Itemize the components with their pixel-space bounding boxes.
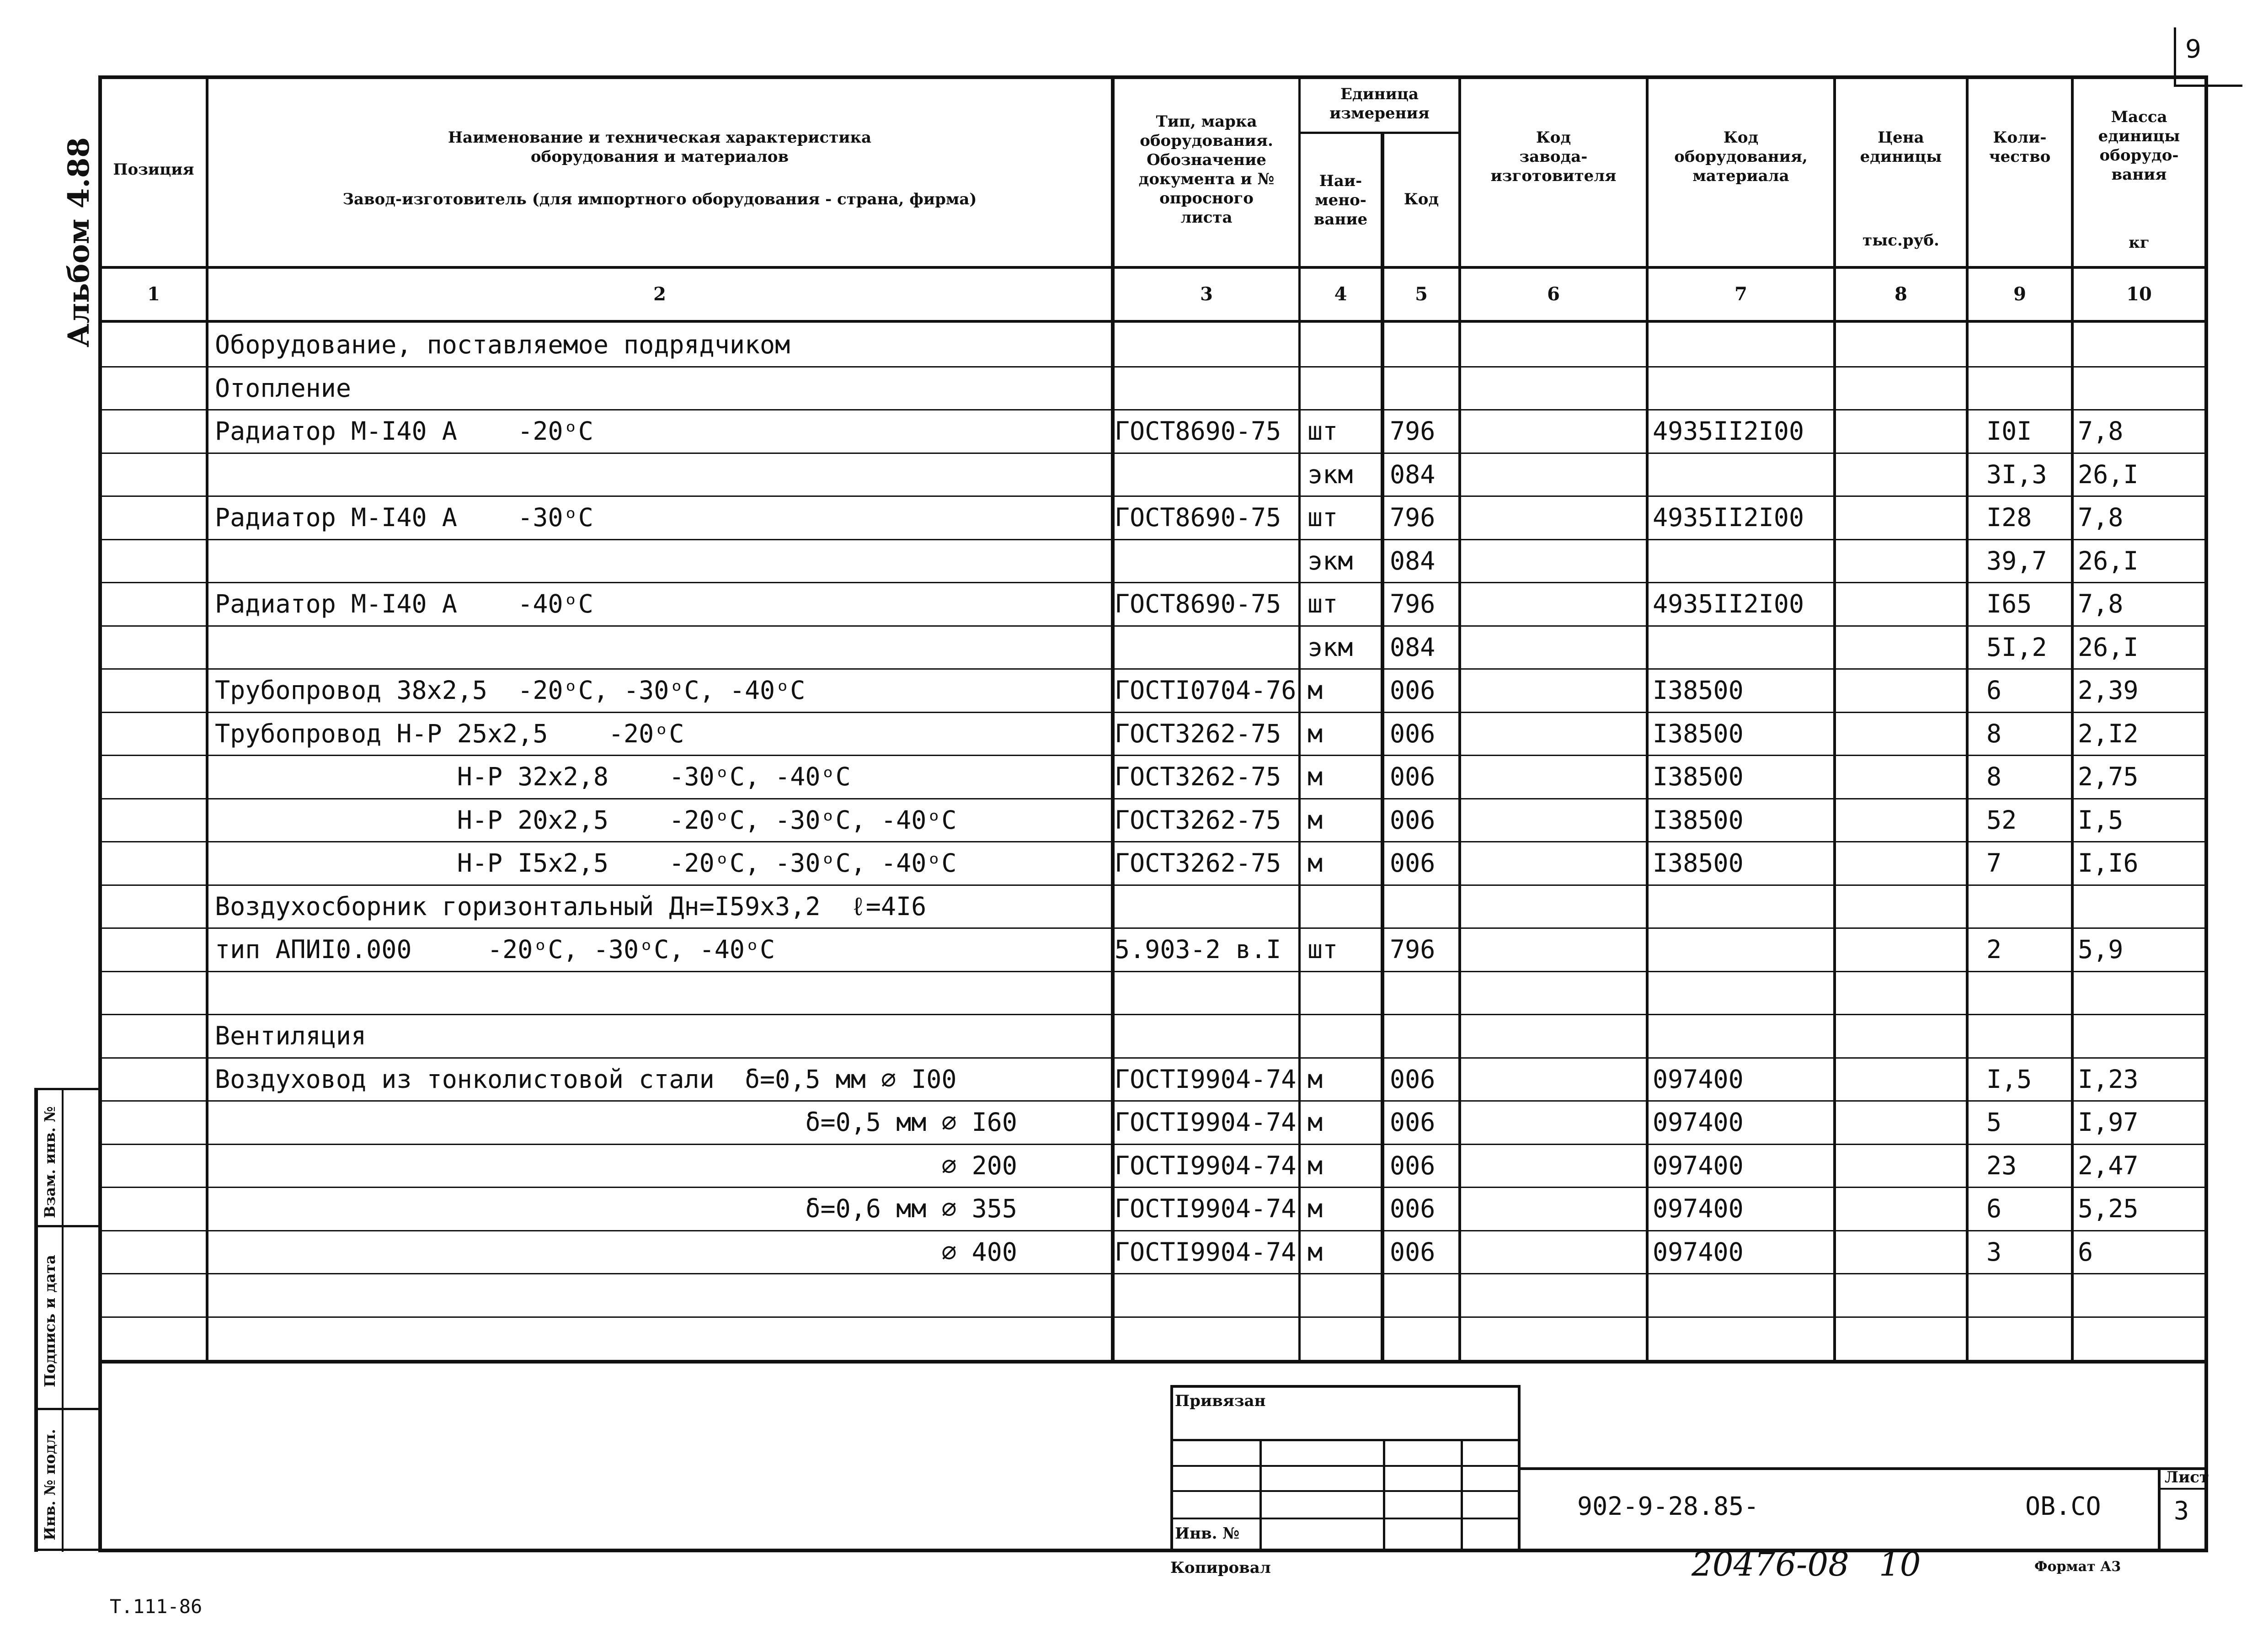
row-divider xyxy=(98,625,2208,627)
row-cell-name: δ=0,6 мм ∅ 355 xyxy=(215,1194,1017,1223)
row-cell-doc: ГОСТI9904-74 xyxy=(1115,1151,1297,1180)
row-cell-unit: м xyxy=(1307,1237,1323,1267)
row-cell-qty: I65 xyxy=(1986,589,2032,618)
row-cell-doc: ГОСТI9904-74 xyxy=(1115,1194,1297,1223)
row-cell-mat: 097400 xyxy=(1653,1108,1744,1137)
row-cell-mat: I38500 xyxy=(1653,676,1744,705)
row-cell-name: Н-Р 32x2,8 -30ᵒC, -40ᵒC xyxy=(215,762,851,791)
row-cell-mass: I,23 xyxy=(2078,1065,2139,1094)
header-mass-unit: кг xyxy=(2129,234,2150,252)
header-unit-code: Код xyxy=(1403,190,1439,208)
row-cell-unit: м xyxy=(1307,1194,1323,1223)
row-cell-name: Воздухосборник горизонтальный Дн=I59x3,2 ℓ=4I6 xyxy=(215,892,927,921)
colnum-7: 7 xyxy=(1734,283,1747,305)
header-quantity: Коли- чество xyxy=(1989,128,2051,166)
row-cell-code: 084 xyxy=(1390,460,1436,489)
row-divider xyxy=(98,668,2208,670)
row-cell-unit: м xyxy=(1307,1065,1323,1094)
row-cell-mass: 2,I2 xyxy=(2078,719,2139,748)
row-divider xyxy=(98,755,2208,756)
row-divider xyxy=(98,712,2208,713)
row-cell-name: ∅ 400 xyxy=(215,1237,1017,1267)
list-label: Лист xyxy=(2165,1468,2209,1486)
header-mass: Масса единицы оборудо- вания xyxy=(2098,108,2180,184)
row-cell-qty: 3I,3 xyxy=(1986,460,2047,489)
archive-sheet: 10 xyxy=(1879,1545,1921,1583)
colnum-6: 6 xyxy=(1547,283,1560,305)
row-cell-doc: ГОСТ3262-75 xyxy=(1115,848,1281,878)
row-cell-name: Воздуховод из тонколистовой стали δ=0,5 мм ∅ I00 xyxy=(215,1065,957,1094)
row-cell-mat: I38500 xyxy=(1653,805,1744,835)
row-cell-name: Н-Р 20x2,5 -20ᵒC, -30ᵒC, -40ᵒC xyxy=(215,805,957,835)
colnum-1: 1 xyxy=(147,283,160,305)
header-unit-name: Наи- мено- вание xyxy=(1313,172,1368,229)
row-cell-code: 796 xyxy=(1390,503,1436,532)
header-price: Цена единицы xyxy=(1860,128,1942,166)
document-designation: 902-9-28.85- xyxy=(1577,1492,1759,1521)
row-cell-mass: 5,9 xyxy=(2078,935,2124,964)
row-cell-mat: 4935II2I00 xyxy=(1653,503,1804,532)
row-cell-mass: I,I6 xyxy=(2078,848,2139,878)
header-position: Позиция xyxy=(113,160,194,179)
row-cell-unit: шт xyxy=(1307,935,1338,964)
colnum-4: 4 xyxy=(1334,283,1347,305)
row-cell-code: 006 xyxy=(1390,762,1436,791)
archive-number: 20476-08 xyxy=(1692,1545,1849,1583)
row-divider xyxy=(98,1187,2208,1188)
row-cell-mat: I38500 xyxy=(1653,719,1744,748)
colnum-3: 3 xyxy=(1200,283,1213,305)
row-cell-qty: 5I,2 xyxy=(1986,633,2047,662)
row-divider xyxy=(98,539,2208,540)
row-divider xyxy=(98,1057,2208,1059)
row-cell-mat: 097400 xyxy=(1653,1194,1744,1223)
row-divider xyxy=(98,841,2208,842)
colnum-2: 2 xyxy=(653,283,666,305)
row-cell-qty: I,5 xyxy=(1986,1065,2032,1094)
row-cell-unit: экм xyxy=(1307,460,1353,489)
row-cell-unit: экм xyxy=(1307,546,1353,575)
row-cell-qty: 8 xyxy=(1986,762,2002,791)
row-cell-name: ∅ 200 xyxy=(215,1151,1017,1180)
row-cell-code: 796 xyxy=(1390,935,1436,964)
row-cell-mass: 7,8 xyxy=(2078,503,2124,532)
row-cell-mass: 2,75 xyxy=(2078,762,2139,791)
row-cell-unit: экм xyxy=(1307,633,1353,662)
row-cell-name: Радиатор М-I40 А -30ᵒC xyxy=(215,503,593,532)
row-cell-unit: м xyxy=(1307,1151,1323,1180)
row-cell-mass: 2,47 xyxy=(2078,1151,2139,1180)
row-cell-qty: 5 xyxy=(1986,1108,2002,1137)
row-cell-unit: м xyxy=(1307,805,1323,835)
row-cell-mat: 097400 xyxy=(1653,1065,1744,1094)
row-cell-qty: 52 xyxy=(1986,805,2017,835)
row-cell-name: Радиатор М-I40 А -40ᵒC xyxy=(215,589,593,618)
row-cell-name: Трубопровод 38x2,5 -20ᵒC, -30ᵒC, -40ᵒC xyxy=(215,676,806,705)
row-cell-code: 006 xyxy=(1390,1065,1436,1094)
row-divider xyxy=(98,971,2208,972)
row-cell-unit: шт xyxy=(1307,503,1338,532)
header-price-unit: тыс.руб. xyxy=(1862,231,1939,250)
row-cell-code: 006 xyxy=(1390,1108,1436,1137)
row-cell-doc: ГОСТI9904-74 xyxy=(1115,1237,1297,1267)
row-cell-doc: ГОСТ8690-75 xyxy=(1115,589,1281,618)
row-cell-code: 006 xyxy=(1390,719,1436,748)
row-cell-code: 796 xyxy=(1390,589,1436,618)
row-divider xyxy=(98,1014,2208,1015)
stamp-inv-no: Инв. № xyxy=(1175,1524,1240,1543)
row-cell-qty: 7 xyxy=(1986,848,2002,878)
row-cell-code: 006 xyxy=(1390,805,1436,835)
stamp-privyazan: Привязан xyxy=(1175,1392,1266,1410)
sheet-code: ОВ.СО xyxy=(2025,1492,2101,1521)
row-cell-name: Оборудование, поставляемое подрядчиком xyxy=(215,330,790,359)
header-name-line2: Завод-изготовитель (для импортного оборудования - страна, фирма) xyxy=(342,190,977,208)
row-divider xyxy=(98,453,2208,454)
row-divider xyxy=(98,1316,2208,1318)
row-cell-qty: I0I xyxy=(1986,416,2032,446)
row-divider xyxy=(98,1273,2208,1274)
row-cell-doc: ГОСТ3262-75 xyxy=(1115,805,1281,835)
row-cell-code: 006 xyxy=(1390,1194,1436,1223)
row-cell-name: δ=0,5 мм ∅ I60 xyxy=(215,1108,1017,1137)
row-cell-doc: ГОСТ3262-75 xyxy=(1115,762,1281,791)
row-cell-qty: 23 xyxy=(1986,1151,2017,1180)
row-cell-qty: 8 xyxy=(1986,719,2002,748)
row-divider xyxy=(98,927,2208,929)
row-divider xyxy=(98,366,2208,368)
row-cell-name: Н-Р I5x2,5 -20ᵒC, -30ᵒC, -40ᵒC xyxy=(215,848,957,878)
row-cell-unit: м xyxy=(1307,762,1323,791)
row-cell-unit: м xyxy=(1307,719,1323,748)
row-cell-unit: м xyxy=(1307,1108,1323,1137)
header-unit-group: Единица измерения xyxy=(1329,85,1430,123)
header-type-mark: Тип, марка оборудования. Обозначение документа и № опросного листа xyxy=(1138,112,1275,227)
row-cell-mat: 097400 xyxy=(1653,1237,1744,1267)
header-material-code: Код оборудования, материала xyxy=(1674,128,1808,185)
row-divider xyxy=(98,409,2208,410)
row-cell-code: 006 xyxy=(1390,1151,1436,1180)
row-cell-mat: I38500 xyxy=(1653,848,1744,878)
row-cell-doc: ГОСТI9904-74 xyxy=(1115,1065,1297,1094)
row-cell-doc: 5.903-2 в.I xyxy=(1115,935,1281,964)
row-cell-mat: 097400 xyxy=(1653,1151,1744,1180)
row-divider xyxy=(98,884,2208,886)
row-divider xyxy=(98,495,2208,497)
row-cell-mat: 4935II2I00 xyxy=(1653,589,1804,618)
colnum-9: 9 xyxy=(2013,283,2026,305)
format-label: Формат А3 xyxy=(2034,1559,2121,1575)
row-cell-code: 006 xyxy=(1390,1237,1436,1267)
row-cell-name: Радиатор М-I40 А -20ᵒC xyxy=(215,416,593,446)
row-divider xyxy=(98,1144,2208,1145)
row-cell-mass: 26,I xyxy=(2078,460,2139,489)
row-cell-unit: м xyxy=(1307,848,1323,878)
row-cell-doc: ГОСТ3262-75 xyxy=(1115,719,1281,748)
row-cell-mass: 2,39 xyxy=(2078,676,2139,705)
copied-label: Копировал xyxy=(1170,1559,1271,1577)
row-cell-code: 796 xyxy=(1390,416,1436,446)
colnum-10: 10 xyxy=(2126,283,2152,305)
row-cell-doc: ГОСТI0704-76 xyxy=(1115,676,1297,705)
row-cell-doc: ГОСТ8690-75 xyxy=(1115,416,1281,446)
row-cell-unit: м xyxy=(1307,676,1323,705)
stamp-vzam-inv: Взам. инв. № xyxy=(41,1106,59,1218)
row-cell-qty: 6 xyxy=(1986,1194,2002,1223)
row-cell-doc: ГОСТI9904-74 xyxy=(1115,1108,1297,1137)
row-cell-qty: 6 xyxy=(1986,676,2002,705)
row-divider xyxy=(98,798,2208,799)
header-name-line1: Наименование и техническая характеристика оборудования и материалов xyxy=(448,128,872,166)
row-cell-qty: 39,7 xyxy=(1986,546,2047,575)
form-code: Т.111-86 xyxy=(110,1595,203,1618)
row-cell-qty: 3 xyxy=(1986,1237,2002,1267)
row-cell-name: тип АПИI0.000 -20ᵒC, -30ᵒC, -40ᵒC xyxy=(215,935,775,964)
row-cell-name: Трубопровод Н-Р 25x2,5 -20ᵒC xyxy=(215,719,684,748)
row-cell-qty: 2 xyxy=(1986,935,2002,964)
row-cell-mat: I38500 xyxy=(1653,762,1744,791)
album-label: Альбом 4.88 xyxy=(62,137,96,347)
row-cell-mass: 7,8 xyxy=(2078,589,2124,618)
row-cell-unit: шт xyxy=(1307,589,1338,618)
row-cell-mass: I,97 xyxy=(2078,1108,2139,1137)
row-cell-qty: I28 xyxy=(1986,503,2032,532)
row-cell-mat: 4935II2I00 xyxy=(1653,416,1804,446)
row-cell-code: 084 xyxy=(1390,633,1436,662)
row-cell-doc: ГОСТ8690-75 xyxy=(1115,503,1281,532)
stamp-podpis-data: Подпись и дата xyxy=(41,1255,59,1387)
row-cell-unit: шт xyxy=(1307,416,1338,446)
row-cell-mass: 7,8 xyxy=(2078,416,2124,446)
row-cell-code: 006 xyxy=(1390,676,1436,705)
row-cell-mass: 5,25 xyxy=(2078,1194,2139,1223)
header-plant-code: Код завода- изготовителя xyxy=(1490,128,1617,185)
stamp-inv-podl: Инв. № подл. xyxy=(41,1429,59,1540)
row-cell-mass: I,5 xyxy=(2078,805,2124,835)
row-divider xyxy=(98,1230,2208,1231)
row-cell-mass: 6 xyxy=(2078,1237,2093,1267)
row-cell-code: 084 xyxy=(1390,546,1436,575)
row-cell-code: 006 xyxy=(1390,848,1436,878)
row-divider xyxy=(98,582,2208,583)
colnum-8: 8 xyxy=(1894,283,1907,305)
row-cell-name: Вентиляция xyxy=(215,1021,367,1050)
row-cell-mass: 26,I xyxy=(2078,546,2139,575)
row-cell-name: Отопление xyxy=(215,373,352,403)
row-cell-mass: 26,I xyxy=(2078,633,2139,662)
list-number: 3 xyxy=(2174,1496,2189,1525)
row-divider xyxy=(98,1100,2208,1102)
colnum-5: 5 xyxy=(1415,283,1428,305)
sheet-number-top: 9 xyxy=(2185,34,2201,64)
